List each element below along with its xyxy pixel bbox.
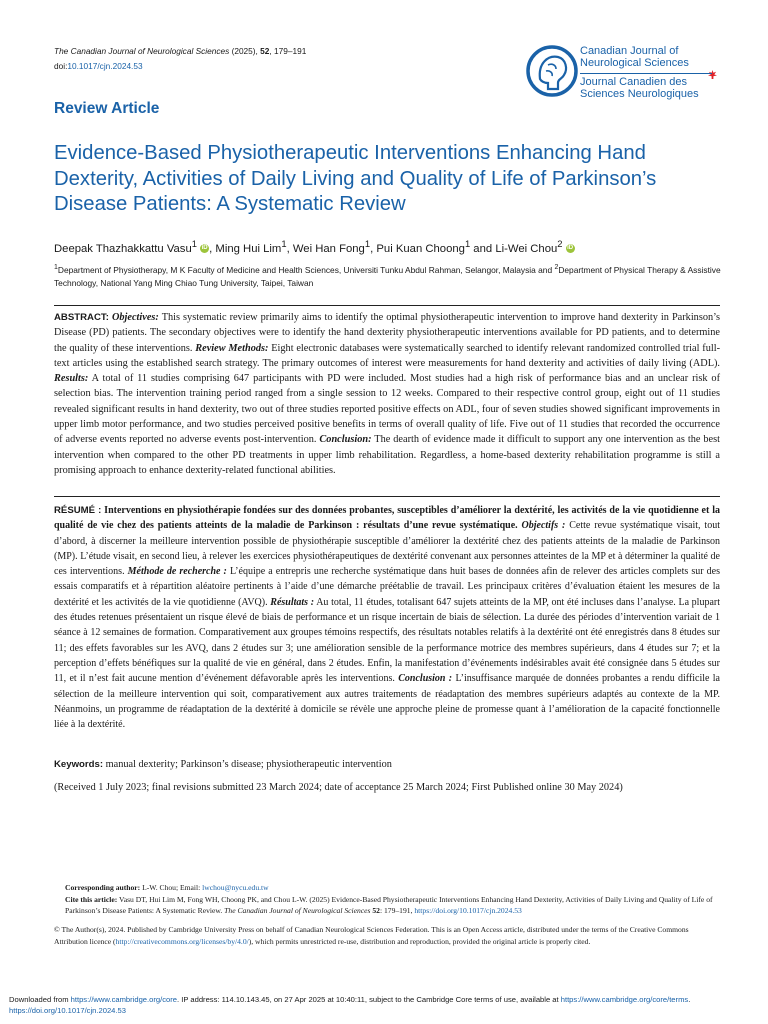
author-separator: ,: [286, 242, 293, 255]
affiliation-sup: 2: [554, 264, 559, 271]
resume-title: Interventions en physiothérapie fondées sur des données probantes, susceptibles d’améliorer la dextérité, les activités de la vie quotidienne et la qualité de vie chez des patients atteints de la maladie de Parkinson : résultats d’une revue systématique.: [54, 505, 720, 532]
footnotes: [54, 882, 720, 917]
article-type: Review Article: [54, 100, 160, 117]
abstract-conclusion-heading: Conclusion:: [319, 434, 372, 446]
abstract-conclusion: The dearth of evidence made it difficult to support any one intervention as the best intervention when compared to the other PD treatments in upper limb rehabilitation. Regardless, a home-based dexterity rehabilitation programme is still a promising approach to enhance dexterity-related functional abilities.: [54, 434, 720, 476]
cambridge-core-link[interactable]: https://www.cambridge.org/core: [70, 995, 177, 1004]
author-name: Li-Wei Chou: [495, 242, 558, 255]
publication-history: (Received 1 July 2023; final revisions submitted 23 March 2024; date of acceptance 25 March 2024; First Published online 30 May 2024): [54, 782, 623, 793]
abstract-english: [54, 310, 720, 478]
orcid-icon[interactable]: iD: [567, 245, 574, 252]
download-text-3: .: [688, 995, 691, 1004]
journal-pages: , 179–191: [269, 46, 307, 56]
affiliation-1: Department of Physiotherapy, M K Faculty of Medicine and Health Sciences, Universiti Tunku Abdul Rahman, Selangor, Malaysia and: [57, 264, 555, 275]
cite-text: Vasu DT, Hui Lim M, Fong WH, Choong PK, and Chou L-W. (2025) Evidence-Based Physiotherapeutic Interventions Enhancing Hand Dexterity, Activities of Daily Living and Quality of Life of Parkinson’s Disease Patients: A Systematic Review.: [65, 894, 713, 916]
license-text-1: © The Author(s), 2024. Published by Cambridge University Press on behalf of Canadian Neurological Sciences Federation. This is an Open Access article, distributed under the terms of the Creative Commons Attribution licence (: [54, 925, 689, 946]
abstract-results-heading: Results:: [54, 373, 89, 385]
author-separator: ,: [209, 242, 216, 255]
resume-methode: L’équipe a entrepris une recherche systématique dans huit bases de données afin de relever des articles complets sur des essais comparatifs et à répartition aléatoire pertinents à l’aide d’une démarche préétablie de travail. Les principaux critères d’évaluation étaient les mesures de la dextérité et les activités de la vie quotidienne (AVQ).: [54, 566, 721, 608]
license-link[interactable]: http://creativecommons.org/licenses/by/4.0/: [115, 936, 249, 946]
download-text-1: Downloaded from: [9, 995, 71, 1004]
author-name: Ming Hui Lim: [215, 242, 282, 255]
resume-conclusion-heading: Conclusion :: [398, 673, 453, 685]
doi-link[interactable]: 10.1017/cjn.2024.53: [67, 61, 143, 71]
author-separator: and: [470, 242, 496, 255]
keywords-label: Keywords:: [54, 759, 104, 770]
logo-line-2: Neurological Sciences: [580, 57, 689, 69]
logo-line-4: Sciences Neurologiques: [580, 88, 699, 100]
cambridge-terms-link[interactable]: https://www.cambridge.org/core/terms: [560, 995, 689, 1004]
download-doi-link[interactable]: https://doi.org/10.1017/cjn.2024.53: [9, 1006, 126, 1015]
maple-leaf-icon: [708, 70, 717, 79]
journal-name: The Canadian Journal of Neurological Sciences: [54, 46, 230, 56]
abstract-results: A total of 11 studies comprising 647 participants with PD were included. Most studies had a high risk of performance bias and an unclear risk of selection bias. The intervention training period ranged from a single session to 12 weeks. Compared to their respective control group, eight out of 11 studies revealed significant results in hand dexterity, two out of three studies reported positive effects on ADL, four of seven studies showed significant improvements in upper limb motor performance, and two studies perceived positive benefits in terms of overall quality of life. Five out of 11 studies that recorded the occurrence of adverse events reported no adverse events post-intervention.: [54, 373, 720, 446]
author-name: Wei Han Fong: [292, 242, 365, 255]
resume-resultats-heading: Résultats :: [270, 596, 315, 608]
keywords-text: manual dexterity; Parkinson’s disease; physiotherapeutic intervention: [103, 759, 392, 770]
cite-label: Cite this article:: [65, 894, 118, 904]
author-separator: ,: [370, 242, 377, 255]
cite-volume: 52: [370, 906, 380, 916]
corresponding-author-text: L-W. Chou; Email:: [140, 883, 203, 892]
license-statement: [54, 924, 720, 947]
journal-volume: 52: [260, 46, 270, 56]
resume-conclusion: L’insuffisance marquée de données probantes a rendu difficile la sélection de la meilleure intervention qui soit, comparativement aux autres traitements de réadaptation des membres supérieurs adaptés au contexte de la MP. Néanmoins, un programme de réadaptation de la dextérité à domicile se révèle une approche pleine de promesse quant à l’amélioration de la capacité fonctionnelle liée à la dextérité.: [54, 673, 720, 731]
logo-line-3: Journal Canadien des: [580, 76, 688, 88]
corresponding-author: [54, 882, 720, 894]
abstract-label: ABSTRACT:: [54, 312, 109, 323]
resume-objectifs: Cette revue systématique visait, tout d’abord, à discerner la meilleure intervention possible de physiothérapie susceptible d’améliorer la dextérité chez des patients atteints de la maladie de Parkinson (MP). L’étude visait, en second lieu, à relever les exercices physiothérapeutiques de dextérité convenant aux personnes atteintes de la MP et à déterminer la qualité de ces interventions.: [54, 520, 720, 578]
author-affiliation-sup: 1: [281, 238, 287, 249]
orcid-icon[interactable]: iD: [201, 245, 208, 252]
journal-year: (2025),: [229, 46, 261, 56]
corresponding-author-label: Corresponding author:: [65, 883, 141, 892]
logo-line-1: Canadian Journal of: [580, 45, 679, 57]
abstract-objectives: This systematic review primarily aims to identify the optimal physiotherapeutic intervention to improve hand dexterity in Parkinson’s Disease (PD) patients. The secondary objectives were to identify the hand dexterity physiotherapeutic interventions available for PD patients, and to determine the quality of these interventions.: [54, 312, 720, 354]
abstract-objectives-heading: Objectives:: [111, 312, 159, 323]
cite-journal: The Canadian Journal of Neurological Sciences: [224, 906, 371, 916]
abstract-methods: Eight electronic databases were systematically searched to identify relevant randomized controlled trial full-text articles using the established search strategy. The primary outcomes of interest were measurements for hand dexterity and activities of daily living (ADL).: [54, 342, 721, 369]
resume-label: RÉSUMÉ :: [54, 505, 102, 516]
affiliations: [54, 261, 734, 290]
download-note: [9, 994, 764, 1016]
corresponding-email-link[interactable]: lwchou@nycu.edu.tw: [202, 883, 269, 892]
resume-french: [54, 503, 720, 732]
affiliation-sup: 1: [54, 264, 58, 271]
cite-this-article: [54, 894, 720, 917]
article-title: Evidence-Based Physiotherapeutic Interventions Enhancing Hand Dexterity, Activities of Daily Living and Quality of Life of Parkinson’s Disease Patients: A Systematic Review: [54, 142, 657, 215]
journal-logo: [526, 41, 726, 107]
author-affiliation-sup: 1: [191, 238, 197, 249]
resume-resultats: Au total, 11 études, totalisant 647 sujets atteints de la MP, ont été incluses dans l’analyse. La plupart des études retenues présentaient un risque élevé de biais de performance et un risque incertain de biais de sélection. La durée des périodes d’intervention variait de 1 séance à 12 semaines de formation. Comparativement aux groupes témoins respectifs, des résultats notables relatifs à la dextérité ont été enregistrés dans 8 études sur 11; des effets favorables sur les AVQ, dans 2 études sur 3; une amélioration sensible de la performance motrice des membres supérieurs, dans 4 études sur 7; et la perception d’effets bénéfiques sur la qualité de vie en général, dans 2 études. Enfin, la manifestation d’événements indésirables avait été consignée dans 5 études sur 11, et il n’est fait aucune mention d’événement défavorable après les interventions.: [54, 596, 721, 685]
abstract-top-rule: [54, 305, 720, 306]
resume-top-rule: [54, 496, 720, 497]
doi-label: doi:: [54, 61, 68, 71]
brain-head-icon: [526, 43, 578, 103]
cite-doi-link[interactable]: https://doi.org/10.1017/cjn.2024.53: [414, 906, 522, 916]
download-text-2: . IP address: 114.10.143.45, on 27 Apr 2025 at 10:40:11, subject to the Cambridge Core terms of use, available at: [177, 995, 561, 1004]
author-list: [54, 238, 734, 255]
resume-objectifs-heading: Objectifs :: [521, 520, 566, 532]
affiliation-2: Department of Physical Therapy & Assistive Technology, National Yang Ming Chiao Tung University, Taipei, Taiwan: [54, 264, 721, 288]
keywords: [54, 759, 392, 770]
author-name: Pui Kuan Choong: [376, 242, 465, 255]
license-text-2: ), which permits unrestricted re-use, distribution and reproduction, provided the original article is properly cited.: [248, 936, 591, 946]
cite-pages: : 179–191,: [379, 906, 415, 916]
author-name: Deepak Thazhakkattu Vasu: [54, 242, 192, 255]
logo-divider: [580, 73, 712, 74]
author-affiliation-sup: 1: [464, 238, 471, 249]
abstract-methods-heading: Review Methods:: [195, 342, 269, 354]
resume-methode-heading: Méthode de recherche :: [127, 566, 227, 578]
journal-citation: [54, 44, 306, 74]
author-affiliation-sup: 1: [364, 238, 371, 249]
author-affiliation-sup: 2: [557, 238, 563, 249]
